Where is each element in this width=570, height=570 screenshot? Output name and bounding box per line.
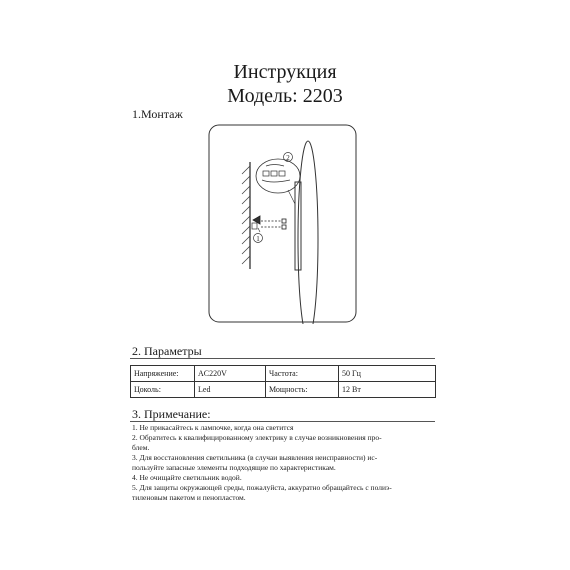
wall-hatching — [242, 166, 250, 264]
list-item: блем. — [132, 443, 150, 452]
socket-value: Led — [195, 382, 266, 398]
document-title: Инструкция — [233, 61, 337, 83]
parameters-divider — [130, 358, 435, 359]
mounting-diagram — [208, 124, 358, 324]
anchor-leader — [258, 228, 260, 232]
mounting-bracket — [253, 216, 286, 229]
list-item: 1. Не прикасайтесь к лампочке, когда она светится — [132, 423, 294, 432]
list-item: тиленовым пакетом и пенопластом. — [132, 493, 246, 502]
step-2-label: 2 — [286, 154, 290, 162]
detail-leader — [288, 190, 295, 204]
frequency-label: Частота: — [266, 366, 339, 382]
power-value: 12 Вт — [339, 382, 436, 398]
diagram-frame — [209, 125, 356, 322]
list-item: 4. Не очищайте светильник водой. — [132, 473, 242, 482]
power-label: Мощность: — [266, 382, 339, 398]
parameters-table — [130, 365, 436, 398]
socket-label: Цоколь: — [131, 382, 195, 398]
list-item: 3. Для восстановления светильника (в случаи выявления неисправности) ис- — [132, 453, 378, 462]
list-item: 5. Для защиты окружающей среды, пожалуйста, аккуратно обращайтесь с полиэ- — [132, 483, 392, 492]
voltage-label: Напряжение: — [131, 366, 195, 382]
table-row — [131, 366, 436, 382]
table-row — [131, 382, 436, 398]
notes-divider — [130, 421, 435, 422]
wall-anchor — [252, 223, 257, 229]
detail-screws — [262, 165, 290, 183]
list-item: пользуйте запасные элементы подходящие по характеристикам. — [132, 463, 336, 472]
detail-zoom-circle — [256, 159, 300, 193]
section-parameters-heading: 2. Параметры — [132, 344, 202, 358]
model-title: Модель: 2203 — [227, 85, 343, 107]
section-notes-heading: 3. Примечание: — [132, 407, 211, 421]
step-1-label: 1 — [256, 235, 260, 243]
frequency-value: 50 Гц — [339, 366, 436, 382]
notes-list — [132, 423, 442, 503]
list-item: 2. Обратитесь к квалифицированному электрику в случае возникновения про- — [132, 433, 382, 442]
section-mounting-heading: 1.Монтаж — [132, 107, 183, 121]
voltage-value: AC220V — [195, 366, 266, 382]
